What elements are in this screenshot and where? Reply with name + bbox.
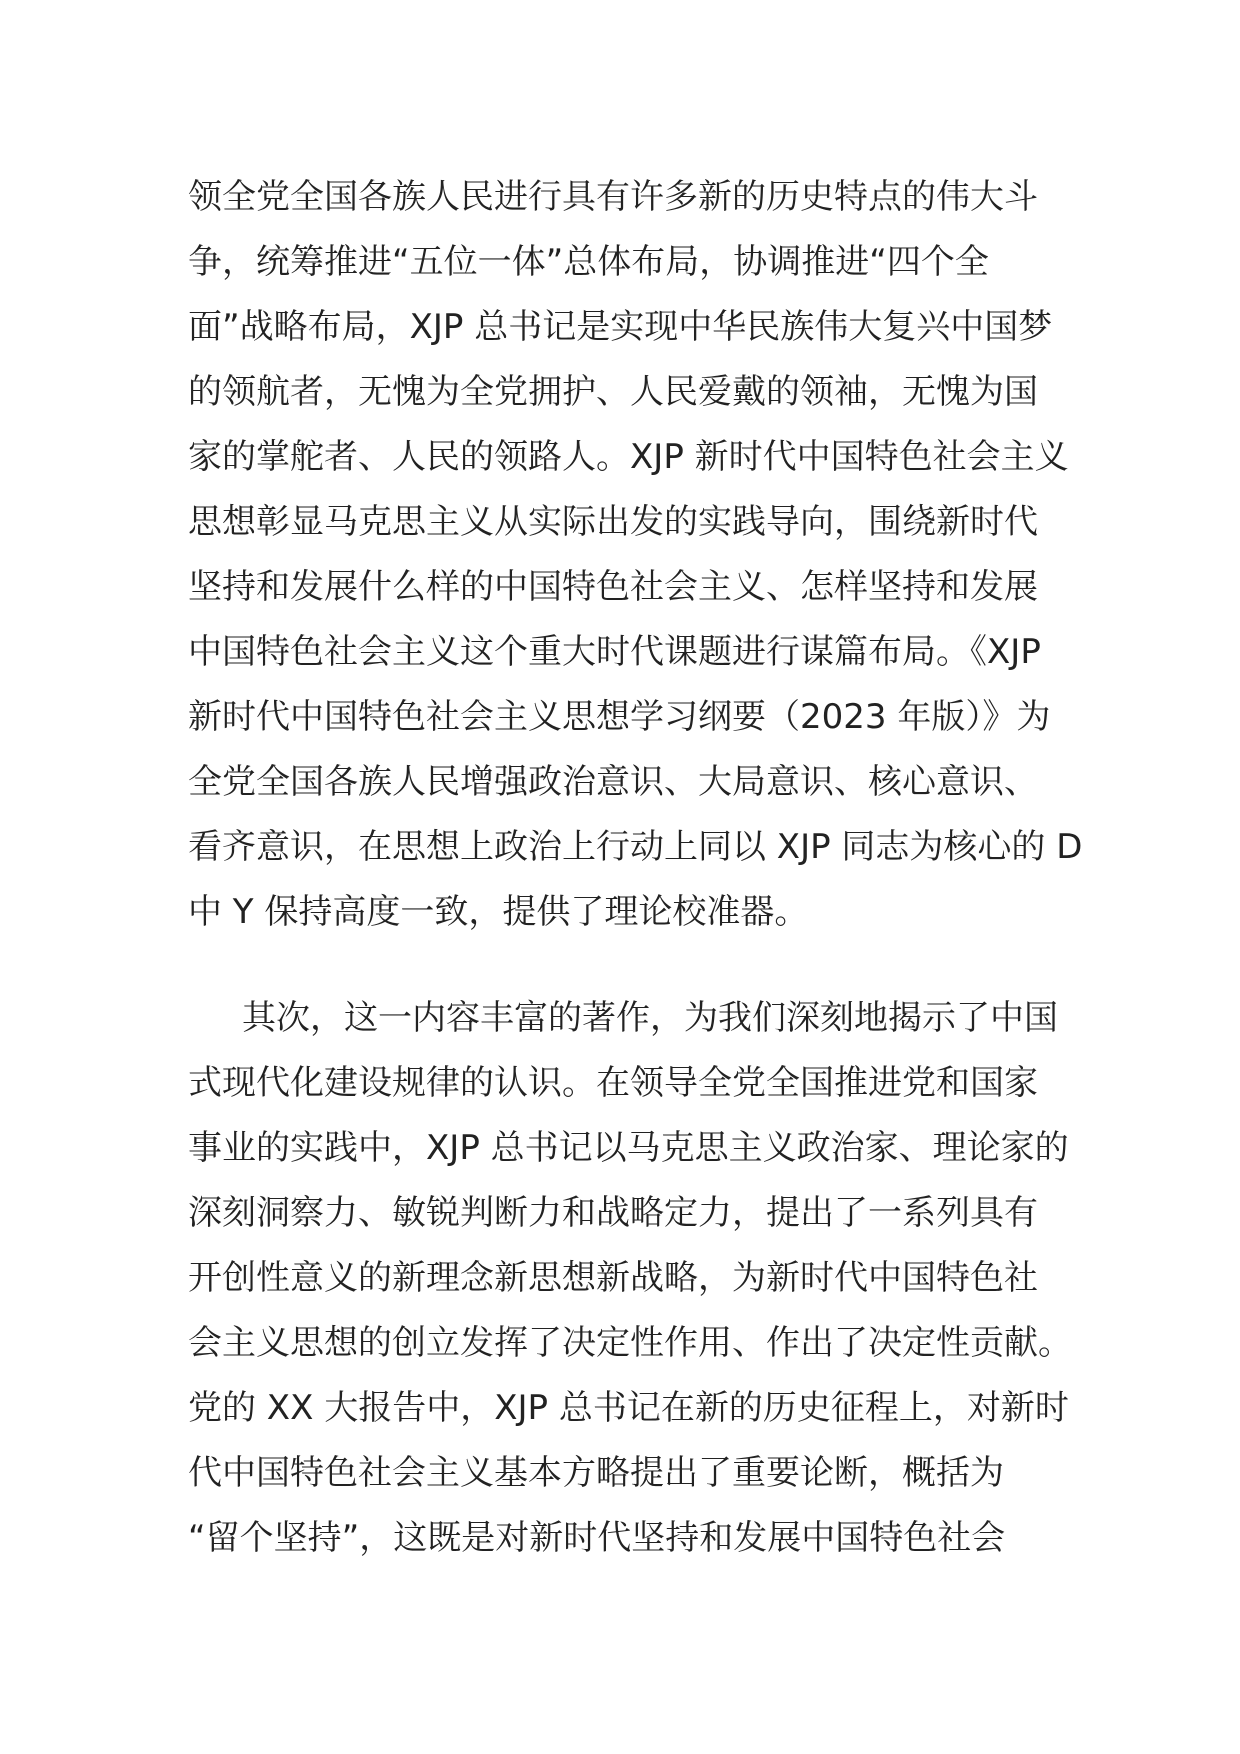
paragraph-1 <box>188 165 1083 945</box>
text-line: 面”战略布局，XJP 总书记是实现中华民族伟大复兴中国梦 <box>188 307 1053 347</box>
text-line: 会主义思想的创立发挥了决定性作用、作出了决定性贡献。 <box>188 1323 1072 1363</box>
text-line: 看齐意识，在思想上政治上行动上同以 XJP 同志为核心的 D <box>188 827 1083 867</box>
text-line: 争，统筹推进“五位一体”总体布局，协调推进“四个全 <box>188 242 989 282</box>
text-line: 思想彰显马克思主义从实际出发的实践导向，围绕新时代 <box>188 502 1038 542</box>
text-line: 领全党全国各族人民进行具有许多新的历史特点的伟大斗 <box>188 177 1038 217</box>
text-line: 代中国特色社会主义基本方略提出了重要论断，概括为 <box>188 1453 1004 1493</box>
text-line: 深刻洞察力、敏锐判断力和战略定力，提出了一系列具有 <box>188 1193 1038 1233</box>
text-line: 的领航者，无愧为全党拥护、人民爱戴的领袖，无愧为国 <box>188 372 1038 412</box>
text-line: 全党全国各族人民增强政治意识、大局意识、核心意识、 <box>188 762 1038 802</box>
text-line: 新时代中国特色社会主义思想学习纲要（2023 年版）》为 <box>188 697 1051 737</box>
text-line: 中国特色社会主义这个重大时代课题进行谋篇布局。《XJP <box>188 632 1041 672</box>
text-line: 开创性意义的新理念新思想新战略，为新时代中国特色社 <box>188 1258 1038 1298</box>
text-line: 中 Y 保持高度一致，提供了理论校准器。 <box>188 892 809 932</box>
text-line: 党的 XX 大报告中，XJP 总书记在新的历史征程上，对新时 <box>188 1388 1069 1428</box>
text-line: 其次，这一内容丰富的著作，为我们深刻地揭示了中国 <box>242 998 1058 1038</box>
text-line: 事业的实践中，XJP 总书记以马克思主义政治家、理论家的 <box>188 1128 1069 1168</box>
text-line: “留个坚持”，这既是对新时代坚持和发展中国特色社会 <box>188 1518 1006 1558</box>
text-line: 式现代化建设规律的认识。在领导全党全国推进党和国家 <box>188 1063 1038 1103</box>
text-line: 坚持和发展什么样的中国特色社会主义、怎样坚持和发展 <box>188 567 1038 607</box>
paragraph-2 <box>188 986 1072 1571</box>
text-line: 家的掌舵者、人民的领路人。XJP 新时代中国特色社会主义 <box>188 437 1069 477</box>
